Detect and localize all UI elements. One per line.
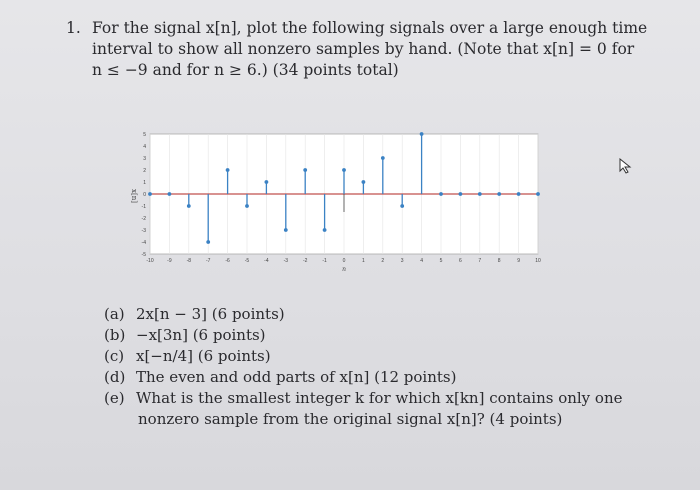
- part-a: [104, 304, 623, 325]
- stem-marker: [206, 240, 210, 244]
- stem-marker: [148, 192, 152, 196]
- x-tick-label: 1: [362, 258, 365, 264]
- stem-marker: [536, 192, 540, 196]
- mouse-cursor-icon: [618, 158, 634, 174]
- stem-marker: [478, 192, 482, 196]
- x-tick-label: -10: [146, 258, 154, 264]
- stem-marker: [303, 168, 307, 172]
- x-tick-label: 4: [420, 258, 423, 264]
- stem-marker: [459, 192, 463, 196]
- y-tick-label: 0: [143, 192, 146, 198]
- x-tick-label: -2: [302, 258, 308, 264]
- x-tick-label: 6: [459, 258, 462, 264]
- y-axis-label: x[n]: [130, 189, 138, 203]
- part-text: x[−n/4] (6 points): [136, 347, 271, 365]
- part-text: 2x[n − 3] (6 points): [136, 305, 285, 323]
- y-tick-label: -1: [141, 204, 146, 210]
- x-tick-label: 8: [497, 258, 501, 264]
- stem-marker: [245, 204, 249, 208]
- x-tick-label: -7: [205, 258, 211, 264]
- y-tick-label: 5: [143, 132, 146, 138]
- y-tick-label: 1: [143, 180, 146, 186]
- y-tick-label: 3: [143, 156, 146, 162]
- part-c: [104, 346, 623, 367]
- part-label: (b): [104, 326, 126, 344]
- stem-marker: [497, 192, 501, 196]
- x-tick-label: 9: [517, 258, 520, 264]
- x-tick-label: 5: [439, 258, 443, 264]
- stem-marker: [517, 192, 521, 196]
- part-label: (e): [104, 389, 125, 407]
- x-tick-label: -8: [186, 258, 192, 264]
- y-tick-label: -2: [141, 216, 146, 222]
- part-text: −x[3n] (6 points): [136, 326, 266, 344]
- y-tick-label: -3: [141, 228, 146, 234]
- problem-number: 1.: [66, 19, 81, 37]
- part-label: (c): [104, 347, 125, 365]
- y-tick-label: 2: [143, 168, 146, 174]
- stem-marker: [168, 192, 172, 196]
- stem-marker: [439, 192, 443, 196]
- problem-line: interval to show all nonzero samples by hand. (Note that x[n] = 0 for: [92, 40, 635, 58]
- part-text: The even and odd parts of x[n] (12 points): [136, 368, 457, 386]
- x-tick-label: -3: [283, 258, 289, 264]
- y-tick-label: 4: [143, 144, 146, 150]
- stem-marker: [342, 168, 346, 172]
- x-tick-label: 3: [400, 258, 404, 264]
- problem-line: n ≤ −9 and for n ≥ 6.) (34 points total): [92, 61, 399, 79]
- stem-marker: [420, 132, 424, 136]
- stem-marker: [323, 228, 327, 232]
- x-tick-label: -6: [225, 258, 230, 264]
- stem-marker: [381, 156, 385, 160]
- x-tick-label: -1: [322, 258, 327, 264]
- stem-marker: [187, 204, 191, 208]
- x-axis-label: n: [342, 266, 346, 273]
- stem-marker: [265, 180, 269, 184]
- part-text: What is the smallest integer k for which x[kn] contains only one: [136, 389, 623, 407]
- stem-marker: [284, 228, 288, 232]
- parts-list: [104, 304, 623, 430]
- stem-marker: [400, 204, 404, 208]
- y-tick-label: -5: [141, 252, 146, 258]
- x-tick-label: 0: [342, 258, 346, 264]
- x-tick-label: -4: [264, 258, 269, 264]
- x-tick-label: -5: [244, 258, 250, 264]
- part-b: [104, 325, 623, 346]
- x-tick-label: 10: [535, 258, 541, 264]
- stem-plot-svg: [124, 128, 548, 274]
- y-tick-label: -4: [141, 240, 146, 246]
- x-tick-label: 7: [478, 258, 482, 264]
- x-tick-label: -9: [167, 258, 172, 264]
- stem-plot: [124, 128, 548, 274]
- part-label: (a): [104, 305, 125, 323]
- problem-text: [92, 18, 648, 81]
- part-e: [104, 388, 623, 409]
- part-d: [104, 367, 623, 388]
- stem-marker: [226, 168, 230, 172]
- part-e-continuation: nonzero sample from the original signal x[n]? (4 points): [138, 410, 563, 428]
- part-label: (d): [104, 368, 126, 386]
- x-tick-label: 2: [381, 258, 385, 264]
- problem-line: For the signal x[n], plot the following signals over a large enough time: [92, 19, 648, 37]
- stem-marker: [362, 180, 366, 184]
